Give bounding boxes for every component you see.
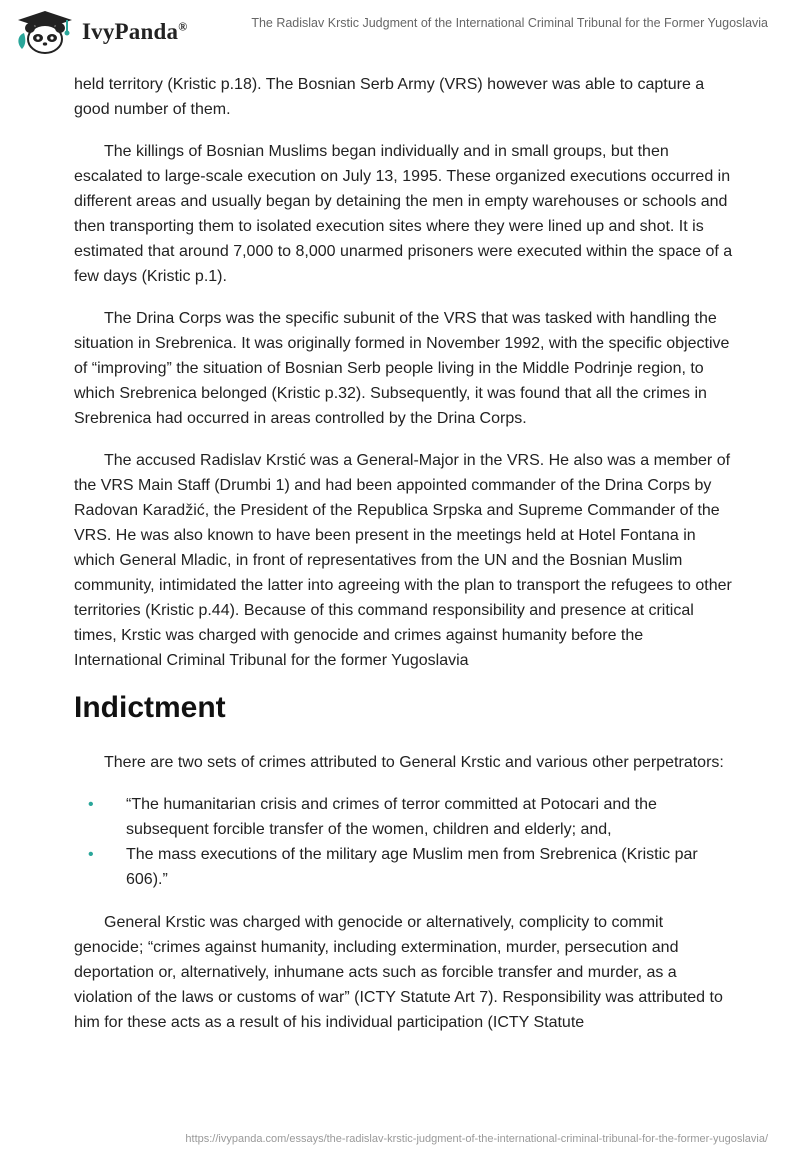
crimes-list bbox=[74, 792, 734, 892]
paragraph-indictment-intro: There are two sets of crimes attributed to General Krstic and various other perpetrators: bbox=[104, 754, 724, 771]
source-url-link[interactable]: https://ivypanda.com/essays/the-radislav-krstic-judgment-of-the-international-criminal-tribunal-for-the-former-yugoslavia/ bbox=[185, 1133, 768, 1145]
paragraph-charges: General Krstic was charged with genocide or alternatively, complicity to commit genocide; “crimes against humanity, including extermination, murder, persecution and deportation or, alternatively, inhumane acts such as forcible transfer and murder, as a violation of the laws or customs of war” (ICTY Statute Art 7). Responsibility was attributed to him for these acts as a result of his individual participation (ICTY Statute bbox=[74, 914, 723, 1031]
brand-name: IvyPanda® bbox=[82, 19, 188, 44]
list-item-text: “The humanitarian crisis and crimes of terror committed at Potocari and the subsequent forcible transfer of the women, children and elderly; and, bbox=[126, 796, 657, 838]
bullet-dot-icon: • bbox=[88, 796, 94, 813]
section-heading-indictment: Indictment bbox=[74, 691, 226, 724]
page-header bbox=[0, 0, 800, 66]
list-item bbox=[74, 792, 734, 842]
paragraph-continuation: held territory (Kristic p.18). The Bosnian Serb Army (VRS) however was able to capture a good number of them. bbox=[74, 76, 705, 118]
document-title: The Radislav Krstic Judgment of the International Criminal Tribunal for the Former Yugoslavia bbox=[251, 16, 768, 30]
list-item bbox=[74, 842, 734, 892]
essay-content bbox=[74, 72, 734, 1052]
list-item-text: The mass executions of the military age Muslim men from Srebrenica (Kristic par 606).” bbox=[126, 846, 698, 888]
panda-graduate-logo-icon bbox=[14, 9, 76, 55]
site-logo[interactable] bbox=[14, 9, 187, 55]
paragraph-killings: The killings of Bosnian Muslims began individually and in small groups, but then escalated to large-scale execution on July 13, 1995. These organized executions occurred in different areas and usually began by detaining the men in empty warehouses or schools and then transporting them to isolated execution sites where they were lined up and shot. It is estimated that around 7,000 to 8,000 unarmed prisoners were executed within the space of a few days (Kristic p.1). bbox=[74, 143, 733, 285]
bullet-dot-icon: • bbox=[88, 846, 94, 863]
paragraph-drina-corps: The Drina Corps was the specific subunit of the VRS that was tasked with handling the situation in Srebrenica. It was originally formed in November 1992, with the specific objective of “improving” the situation of Bosnian Serb people living in the Middle Podrinje region, to which Srebrenica belonged (Kristic p.32). Subsequently, it was found that all the crimes in Srebrenica had occurred in areas controlled by the Drina Corps. bbox=[74, 310, 730, 427]
paragraph-accused: The accused Radislav Krstić was a General-Major in the VRS. He also was a member of the VRS Main Staff (Drumbi 1) and had been appointed commander of the Drina Corps by Radovan Karadžić, the President of the Republica Srpska and Supreme Commander of the VRS. He was also known to have been present in the meetings held at Hotel Fontana in which General Mladic, in front of representatives from the UN and the Bosnian Muslim community, intimidated the latter into agreeing with the plan to transport the refugees to other territories (Kristic p.44). Because of this command responsibility and presence at critical times, Krstic was charged with genocide and crimes against humanity before the International Criminal Tribunal for the former Yugoslavia bbox=[74, 452, 732, 669]
